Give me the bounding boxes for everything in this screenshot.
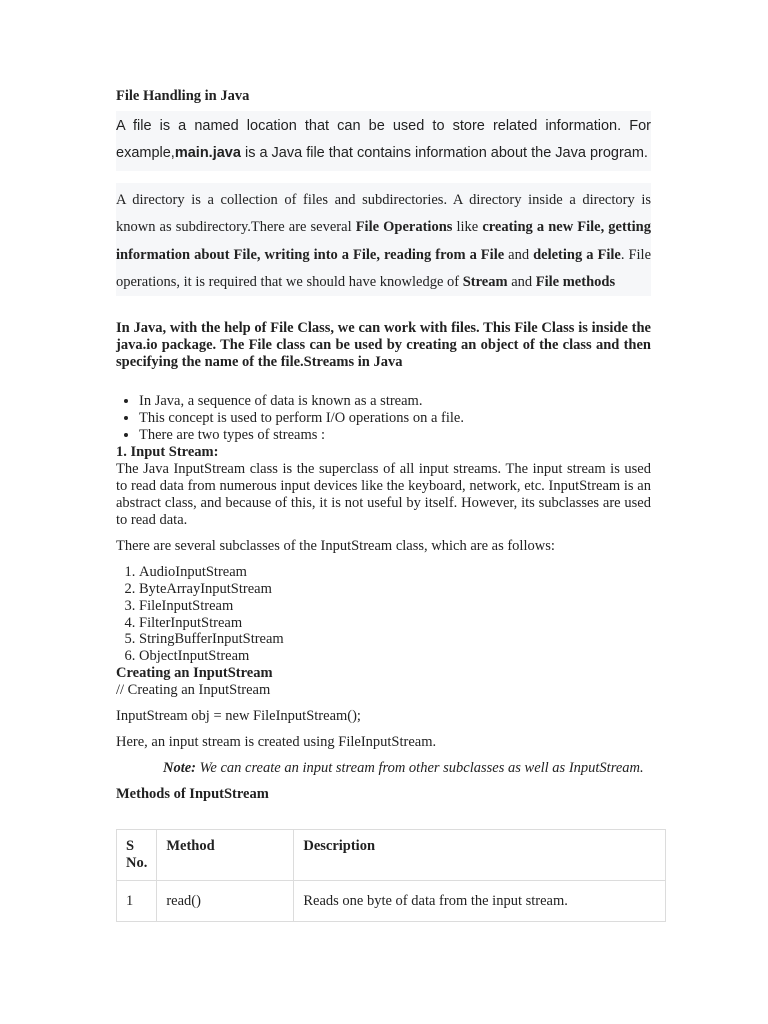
list-item: 4. FilterInputStream [139,615,651,632]
subclasses-intro: There are several subclasses of the InputStream class, which are as follows: [116,538,555,555]
code-line: InputStream obj = new FileInputStream(); [116,707,361,724]
streams-bullet-list [116,393,651,444]
list-item: 6. ObjectInputStream [139,648,651,665]
methods-table [116,829,666,922]
input-stream-heading: 1. Input Stream: [116,444,219,461]
header-cell-description: Description [294,830,666,881]
header-cell-sno: S No. [117,830,157,881]
creating-heading: Creating an InputStream [116,664,273,681]
here-text: Here, an input stream is created using FileInputStream. [116,733,437,750]
list-item: • There are two types of streams : [139,427,651,444]
file-definition-paragraph: A file is a named location that can be used to store related information. For example,main.java is a Java file that contains information about the Java program. [116,118,651,161]
header-cell-method: Method [157,830,294,881]
intro-block [116,111,651,296]
code-comment: // Creating an InputStream [116,681,271,698]
note-callout: Note: We can create an input stream from other subclasses as well as InputStream. [163,759,644,776]
page-title: File Handling in Java [116,88,250,104]
cell-sno: 1 [117,881,157,922]
table-header-row [117,830,666,881]
directory-paragraph: A directory is a collection of files and subdirectories. A directory inside a directory is known as subdirectory.There are several File Operations like creating a new File, getting information about File, writing into a File, reading from a File and deleting a File. File operations, it is required that we should have knowledge of Stream and File methods [116,192,652,290]
document-body [116,88,651,803]
cell-method: read() [157,881,294,922]
list-item: • This concept is used to perform I/O operations on a file. [139,410,651,427]
list-item: • In Java, a sequence of data is known as a stream. [139,393,651,410]
list-item: 3. FileInputStream [139,598,651,615]
file-class-paragraph: In Java, with the help of File Class, we can work with files. This File Class is inside the java.io package. The File class can be used by creating an object of the class and then specifying the name of the file.Streams in Java [116,320,651,371]
table-row [117,881,666,922]
methods-heading: Methods of InputStream [116,785,269,802]
list-item: 5. StringBufferInputStream [139,631,651,648]
subclasses-list [116,564,651,665]
cell-description: Reads one byte of data from the input stream. [294,881,666,922]
list-item: 1. AudioInputStream [139,564,651,581]
list-item: 2. ByteArrayInputStream [139,581,651,598]
input-stream-paragraph: The Java InputStream class is the superclass of all input streams. The input stream is used to read data from numerous input devices like the keyboard, network, etc. InputStream is an abstract class, and because of this, it is not useful by itself. However, its subclasses are used to read data. [116,461,651,529]
